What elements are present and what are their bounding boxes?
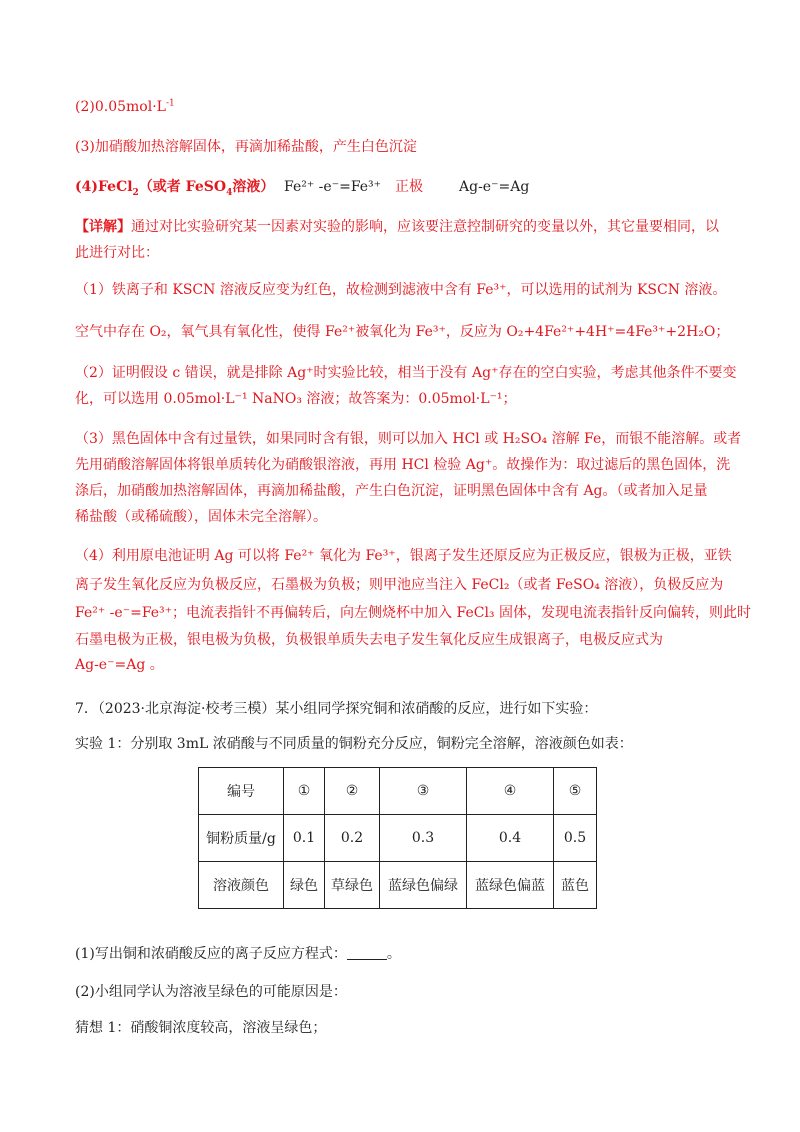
detail-p1: （1）铁离子和 KSCN 溶液反应变为红色，故检测到滤液中含有 Fe³⁺，可以选用的试剂为 KSCN 溶液。 bbox=[75, 282, 727, 298]
detail-p4-line5: Ag-e⁻=Ag 。 bbox=[75, 657, 164, 673]
question-7-part-1: (1)写出铜和浓硝酸反应的离子反应方程式： 。 bbox=[75, 946, 401, 962]
table-cell: 0.3 bbox=[380, 815, 467, 862]
table-cell: 0.2 bbox=[325, 815, 380, 862]
detail-intro-line1: 【详解】通过对比实验研究某一因素对实验的影响，应该要注意控制研究的变量以外，其它量要相同，以 bbox=[75, 219, 719, 235]
table-cell: 蓝绿色偏绿 bbox=[380, 862, 467, 909]
detail-p3-line4: 稀盐酸（或稀硫酸），固体未完全溶解）。 bbox=[75, 509, 327, 525]
table-cell: 绿色 bbox=[284, 862, 325, 909]
detail-p3-line1: （3）黑色固体中含有过量铁，如果同时含有银，则可以加入 HCl 或 H₂SO₄ 溶解 Fe，而银不能溶解。或者 bbox=[75, 431, 742, 447]
table-cell: ④ bbox=[467, 768, 554, 815]
experiment-1-description: 实验 1：分别取 3mL 浓硝酸与不同质量的铜粉充分反应，铜粉完全溶解，溶液颜色如表： bbox=[75, 736, 633, 752]
table-row-id bbox=[199, 768, 597, 815]
answer-4-equation-1: Fe²⁺ -e⁻=Fe³⁺ bbox=[284, 179, 382, 195]
table-cell: 0.5 bbox=[554, 815, 597, 862]
detail-p4-line4: 石墨电极为正极，银电极为负极，负极银单质失去电子发生氧化反应生成银离子，电极反应式为 bbox=[75, 632, 663, 648]
detail-p4-line1: （4）利用原电池证明 Ag 可以将 Fe²⁺ 氧化为 Fe³⁺，银离子发生还原反应为正极反应，银极为正极，亚铁 bbox=[75, 548, 732, 564]
row-header: 溶液颜色 bbox=[199, 862, 284, 909]
table-cell: 草绿色 bbox=[325, 862, 380, 909]
row-header: 铜粉质量/g bbox=[199, 815, 284, 862]
answer-4: (4)FeCl$_2$（或者 FeSO$_4$溶液） Fe²⁺ -e⁻=Fe³⁺ 正极 Ag-e⁻=Ag bbox=[75, 179, 530, 198]
table-cell: 0.1 bbox=[284, 815, 325, 862]
detail-p3-line3: 涤后，加硝酸加热溶解固体，再滴加稀盐酸，产生白色沉淀，证明黑色固体中含有 Ag。（或者加入足量 bbox=[75, 483, 708, 499]
answer-2: $(2)0.05mol\cdot L^{-1}$ bbox=[75, 98, 175, 115]
table-cell: ③ bbox=[380, 768, 467, 815]
question-7-title: 7．（2023·北京海淀·校考三模）某小组同学探究铜和浓硝酸的反应，进行如下实验： bbox=[75, 701, 598, 717]
answer-4-pole: 正极 bbox=[395, 179, 423, 195]
detail-p4-line2: 离子发生氧化反应为负极反应，石墨极为负极；则甲池应当注入 FeCl₂（或者 FeSO₄ 溶液），负极反应为 bbox=[75, 577, 724, 593]
detail-p4-line3: Fe²⁺ -e⁻=Fe³⁺；电流表指针不再偏转后，向左侧烧杯中加入 FeCl₃ 固体，发现电流表指针反向偏转，则此时 bbox=[75, 605, 751, 621]
detail-intro-line2: 此进行对比： bbox=[75, 245, 159, 261]
answer-3: (3)加硝酸加热溶解固体，再滴加稀盐酸，产生白色沉淀 bbox=[75, 139, 417, 155]
table-cell: ① bbox=[284, 768, 325, 815]
detail-p2-line2: 化，可以选用 0.05mol·L⁻¹ NaNO₃ 溶液；故答案为：0.05mol·L⁻¹； bbox=[75, 391, 517, 407]
guess-1: 猜想 1：硝酸铜浓度较高，溶液呈绿色； bbox=[75, 1020, 327, 1036]
row-header: 编号 bbox=[199, 768, 284, 815]
answer-4-equation-2: Ag-e⁻=Ag bbox=[459, 179, 530, 195]
table-cell: 蓝色 bbox=[554, 862, 597, 909]
detail-p2-line1: （2）证明假设 c 错误，就是排除 Ag⁺时实验比较，相当于没有 Ag⁺存在的空白实验，考虑其他条件不要变 bbox=[75, 365, 737, 381]
table-row-mass bbox=[199, 815, 597, 862]
experiment-1-table bbox=[198, 767, 597, 909]
table-cell: 蓝绿色偏蓝 bbox=[467, 862, 554, 909]
table-cell: 0.4 bbox=[467, 815, 554, 862]
table-cell: ② bbox=[325, 768, 380, 815]
answer-blank[interactable] bbox=[347, 945, 387, 960]
table-cell: ⑤ bbox=[554, 768, 597, 815]
detail-p1b: 空气中存在 O₂，氧气具有氧化性，使得 Fe²⁺被氧化为 Fe³⁺，反应为 O₂+4Fe²⁺+4H⁺=4Fe³⁺+2H₂O； bbox=[75, 324, 730, 340]
detail-p3-line2: 先用硝酸溶解固体将银单质转化为硝酸银溶液，再用 HCl 检验 Ag⁺。故操作为：取过滤后的黑色固体，洗 bbox=[75, 457, 731, 473]
table-row-color bbox=[199, 862, 597, 909]
question-7-part-2: (2)小组同学认为溶液呈绿色的可能原因是： bbox=[75, 984, 347, 1000]
